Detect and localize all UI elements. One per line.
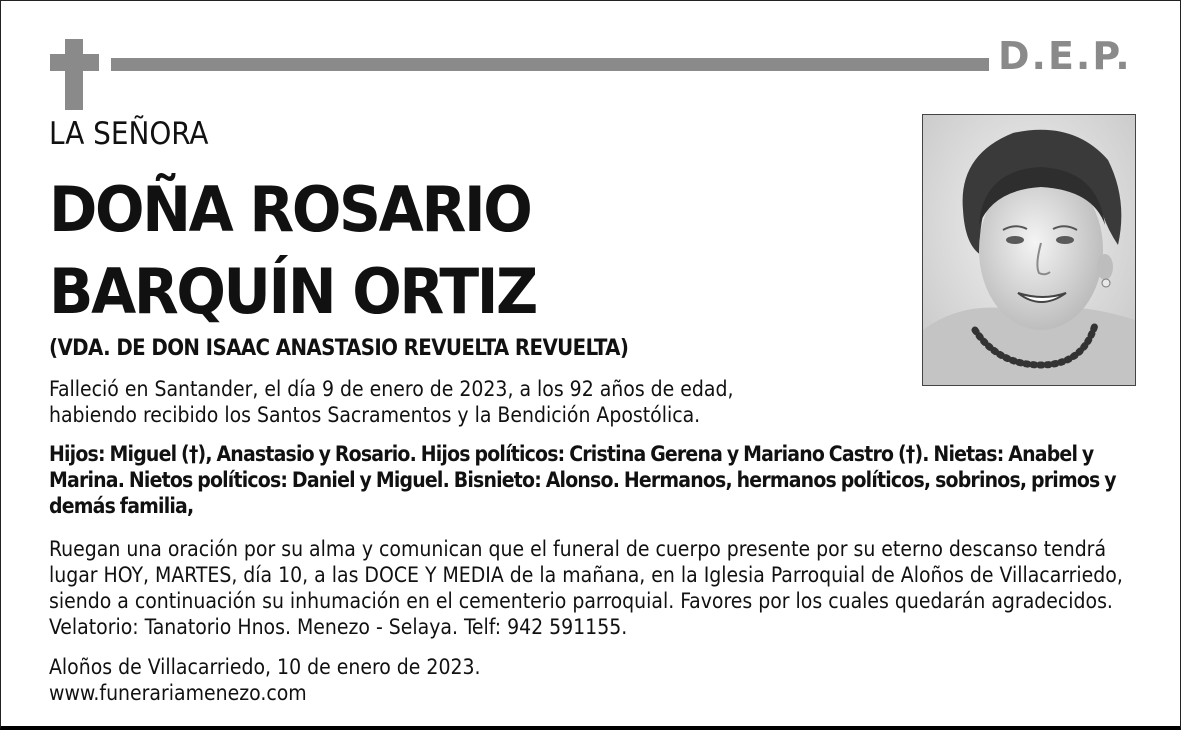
death-details-line2: habiendo recibido los Santos Sacramentos y la Bendición Apostólica. <box>49 403 701 427</box>
death-details <box>49 376 809 428</box>
widow-of-line: (VDA. DE DON ISAAC ANASTASIO REVUELTA REVUELTA) <box>49 336 629 361</box>
deceased-name <box>49 169 536 333</box>
funeral-home-website: www.funerariamenezo.com <box>49 681 307 705</box>
latin-cross-icon-bar <box>50 54 99 71</box>
place-date: Aloños de Villacarriedo, 10 de enero de 2023. <box>49 655 481 679</box>
death-details-line1: Falleció en Santander, el día 9 de enero de 2023, a los 92 años de edad, <box>49 377 734 401</box>
funeral-announcement: Ruegan una oración por su alma y comunican que el funeral de cuerpo presente por su eterno descanso tendrá lugar HOY, MARTES, día 10, a las DOCE Y MEDIA de la mañana, en la Iglesia Parroquial de Aloños de Villacarriedo, siendo a continuación su inhumación en el cementerio parroquial. Favores por los cuales quedarán agradecidos. Velatorio: Tanatorio Hnos. Menezo - Selaya. Telf: 942 591155. <box>49 537 1123 639</box>
portrait-illustration <box>923 115 1135 385</box>
deceased-name-line1: DOÑA ROSARIO <box>49 173 531 246</box>
deceased-name-line2: BARQUÍN ORTIZ <box>49 255 536 328</box>
latin-cross-icon <box>65 39 83 110</box>
dep-label: D.E.P. <box>998 34 1132 78</box>
portrait-photo <box>922 114 1136 386</box>
intro-label: LA SEÑORA <box>49 116 209 152</box>
place-and-date-block <box>49 654 809 706</box>
family-list: Hijos: Miguel (†), Anastasio y Rosario. Hijos políticos: Cristina Gerena y Mariano Castro (†). Nietas: Anabel y Marina. Nietos políticos: Daniel y Miguel. Bisnieto: Alonso. Hermanos, hermanos políticos, sobrinos, primos y demás familia, <box>49 442 1116 518</box>
header-rule <box>111 58 989 71</box>
